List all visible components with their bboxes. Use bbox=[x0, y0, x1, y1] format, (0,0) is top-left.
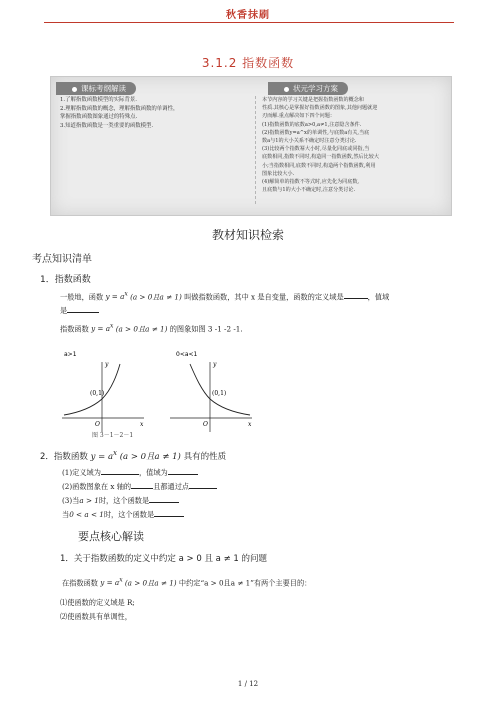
property-4 bbox=[62, 508, 184, 520]
formula-exp: x bbox=[113, 448, 118, 457]
formula-condition: (a > 0且a ≠ 1) bbox=[130, 292, 182, 302]
formula-condition: (a > 0且a ≠ 1) bbox=[119, 451, 181, 462]
textbook-title: 教材知识检索 bbox=[211, 228, 284, 242]
blank-range[interactable] bbox=[67, 304, 99, 313]
formula-3 bbox=[90, 448, 118, 462]
yaodian-heading: 要点核心解读 bbox=[78, 530, 144, 543]
figure-caption: 图 3－1－2－1 bbox=[92, 432, 134, 439]
item2-heading-pre: 2．指数函数 bbox=[40, 451, 88, 462]
x-label-right: x bbox=[248, 421, 252, 428]
def-post: 叫做指数函数，其中 x 是自变量，函数的定义域是 bbox=[184, 292, 344, 302]
property-3 bbox=[62, 494, 179, 506]
box-divider bbox=[255, 96, 256, 204]
plan-line: 数a与1的大小关系不确定时注意分类讨论. bbox=[262, 138, 357, 145]
q1-l1b: 中约定“a > 0且a ≠ 1”有两个主要目的： bbox=[178, 578, 312, 588]
blank-increasing[interactable] bbox=[149, 494, 179, 503]
curriculum-text bbox=[60, 96, 250, 130]
graph-post: 的图象如图 3 -1 -2 -1. bbox=[169, 324, 243, 334]
p4-label: 当 bbox=[62, 510, 70, 519]
q1-line-1 bbox=[62, 576, 311, 588]
blank-domain-2[interactable] bbox=[101, 466, 139, 475]
plan-line: 且底数与1的大小不确定时,注意分类讨论. bbox=[262, 187, 356, 194]
blank-range-2[interactable] bbox=[168, 466, 198, 475]
blank-domain[interactable] bbox=[344, 290, 368, 299]
graph-pre: 指数函数 bbox=[60, 324, 89, 334]
q1-l1a: 在指数函数 bbox=[62, 578, 98, 588]
kaodian-heading: 考点知识清单 bbox=[32, 254, 92, 265]
blank-position[interactable] bbox=[131, 480, 153, 489]
formula-exp: x bbox=[124, 291, 128, 298]
formula-2 bbox=[91, 324, 113, 333]
property-1 bbox=[62, 466, 198, 478]
bullet-icon bbox=[72, 87, 77, 92]
item2-heading-post: 具有的性质 bbox=[183, 451, 227, 462]
curriculum-line: 2.理解指数函数的概念，理解指数函数的单调性， bbox=[60, 105, 179, 112]
header-rule bbox=[44, 22, 454, 23]
curriculum-line: 3.知道指数函数是一类重要的函数模型. bbox=[60, 122, 154, 129]
formula bbox=[105, 292, 127, 301]
blank-point[interactable] bbox=[189, 480, 217, 489]
range-line bbox=[60, 304, 99, 316]
point-label-right: (0,1) bbox=[212, 390, 227, 397]
y-label-left: y bbox=[105, 361, 109, 368]
formula-condition: (a > 0且a ≠ 1) bbox=[124, 578, 177, 588]
item2-heading bbox=[40, 448, 226, 462]
p4-text: 时，这个函数是 bbox=[103, 510, 155, 519]
formula-base: y = a bbox=[91, 324, 110, 334]
property-2 bbox=[62, 480, 217, 492]
formula-base: y = a bbox=[90, 451, 114, 462]
p1-label: (1)定义域为 bbox=[62, 468, 101, 477]
p2-label: (2)函数图象在 x 轴的 bbox=[62, 482, 132, 491]
p4-condition: 0 < a < 1 bbox=[69, 510, 104, 519]
plan-line: 性质.其核心是掌握好指数函数的图象,其他问题就迎 bbox=[262, 105, 378, 112]
section-title: 3.1.2 指数函数 bbox=[201, 56, 295, 70]
range-line-label: 是 bbox=[60, 306, 68, 315]
y-label-right: y bbox=[213, 361, 217, 368]
q1-heading: 1．关于指数函数的定义中约定 a > 0 且 a ≠ 1 的问题 bbox=[60, 554, 268, 564]
x-label-left: x bbox=[140, 421, 144, 428]
plan-line: (1)指数函数的底数a>0,a≠1,注意隐含条件. bbox=[262, 121, 362, 128]
q1-line-2: ⑴使函数的定义域是 R; bbox=[60, 598, 135, 607]
formula-base: y = a bbox=[105, 292, 125, 302]
formula-exp: x bbox=[119, 577, 123, 584]
plan-line: (2)指数函数y=a^x的单调性,与底数a有关,当底 bbox=[262, 129, 370, 136]
header-title: 秋香抹刷 bbox=[226, 10, 270, 21]
bullet-icon bbox=[284, 87, 289, 92]
q1-line-3: ⑵使函数具有单调性， bbox=[60, 612, 132, 621]
definition-paragraph bbox=[60, 290, 460, 302]
p2-point-label: 且都通过点 bbox=[153, 482, 190, 491]
study-plan-text bbox=[262, 96, 442, 194]
origin-right: O bbox=[203, 421, 208, 428]
study-plan-tag bbox=[268, 82, 348, 95]
plan-line: 图象比较大小. bbox=[262, 170, 295, 177]
plan-line: 小;当指数相同,底数不同时,构造两个指数函数,利用 bbox=[262, 162, 376, 169]
origin-left: O bbox=[95, 421, 100, 428]
page-number: 1 / 12 bbox=[237, 680, 259, 688]
curriculum-line: 掌握指数函数图象通过的特殊点. bbox=[60, 114, 138, 121]
range-pre: ，值域 bbox=[367, 292, 390, 302]
p1-range-label: ，值域为 bbox=[138, 468, 168, 477]
graph-intro bbox=[60, 322, 243, 334]
point-label-left: (0,1) bbox=[90, 390, 105, 397]
plan-line: 刃而解.重点解决如下四个问题： bbox=[262, 113, 335, 120]
p3-label: (3)当 bbox=[62, 496, 80, 505]
p3-condition: a > 1 bbox=[79, 496, 99, 505]
exponential-graphs bbox=[62, 348, 262, 438]
study-plan-tag-label: 状元学习方案 bbox=[293, 84, 338, 93]
plan-line: (3)比较两个指数幂大小时,尽量化同底或同指,当 bbox=[262, 146, 370, 153]
formula-exp: x bbox=[110, 323, 114, 330]
item1-heading: 1．指数函数 bbox=[40, 275, 91, 285]
def-pre: 一般地，函数 bbox=[60, 292, 104, 302]
curriculum-tag bbox=[56, 82, 136, 95]
formula-condition: (a > 0且a ≠ 1) bbox=[115, 324, 168, 334]
plan-line: 底数相同,指数不同时,构造同一指数函数,然后比较大 bbox=[262, 154, 379, 161]
blank-decreasing[interactable] bbox=[154, 508, 184, 517]
graph-right-label: 0<a<1 bbox=[176, 351, 198, 358]
plan-line: 本节内容的学习关键是把握指数函数的概念和 bbox=[262, 97, 364, 103]
curriculum-tag-label: 课标考纲解读 bbox=[81, 84, 126, 93]
curriculum-line: 1.了解指数函数模型的实际背景. bbox=[60, 97, 137, 103]
plan-line: (4)解简单的指数不等式时,应先化为同底数, bbox=[262, 179, 360, 186]
formula-base: y = a bbox=[100, 578, 120, 588]
formula-4 bbox=[100, 578, 122, 587]
p3-text: 时，这个函数是 bbox=[98, 496, 150, 505]
graph-left-label: a>1 bbox=[64, 351, 77, 358]
